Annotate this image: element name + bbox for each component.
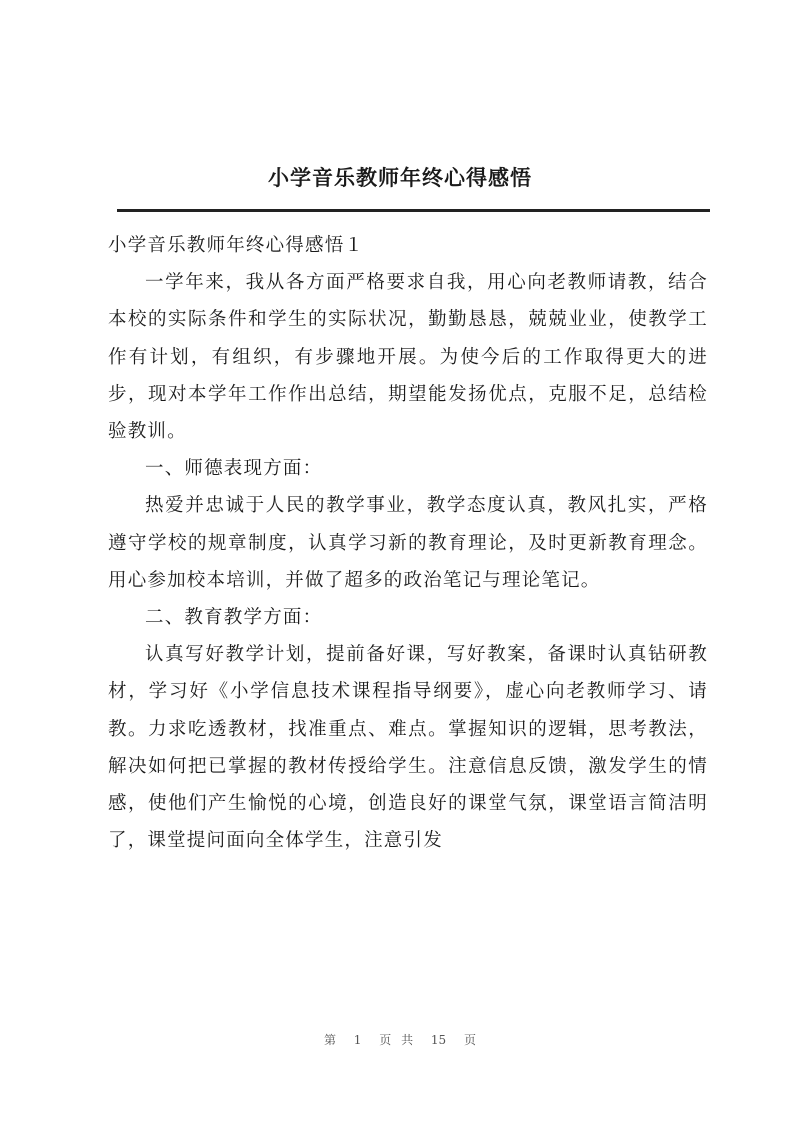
- section-subtitle: 小学音乐教师年终心得感悟１: [108, 235, 365, 256]
- document-body: [108, 227, 708, 859]
- page-label-suffix: 页: [464, 1033, 477, 1047]
- document-title: 小学音乐教师年终心得感悟: [268, 165, 532, 190]
- paragraph: 认真写好教学计划，提前备好课，写好教案，备课时认真钻研教材，学习好《小学信息技术课程指导纲要》，虚心向老教师学习、请教。力求吃透教材，找准重点、难点。掌握知识的逻辑，思考教法，解决如何把已掌握的教材传授给学生。注意信息反馈，激发学生的情感，使他们产生愉悦的心境，创造良好的课堂气氛，课堂语言简洁明了，课堂提问面向全体学生，注意引发: [108, 644, 708, 852]
- page-label-middle: 页 共: [379, 1033, 414, 1047]
- paragraph: 一学年来，我从各方面严格要求自我，用心向老教师请教，结合本校的实际条件和学生的实际状况，勤勤恳恳，兢兢业业，使教学工作有计划，有组织，有步骤地开展。为使今后的工作取得更大的进步，现对本学年工作作出总结，期望能发扬优点，克服不足，总结检验教训。: [108, 272, 708, 443]
- title-divider: [117, 209, 710, 212]
- page-footer: [0, 1031, 800, 1048]
- section-heading-ethics: 一、师德表现方面：: [145, 458, 323, 480]
- paragraph: 热爱并忠诚于人民的教学事业，教学态度认真，教风扎实，严格遵守学校的规章制度，认真学习新的教育理论，及时更新教育理念。用心参加校本培训，并做了超多的政治笔记与理论笔记。: [108, 495, 708, 591]
- current-page-number: 1: [353, 1033, 362, 1047]
- page-label-prefix: 第: [323, 1033, 336, 1047]
- total-pages: 15: [430, 1033, 447, 1047]
- section-heading-teaching: 二、教育教学方面：: [145, 607, 323, 629]
